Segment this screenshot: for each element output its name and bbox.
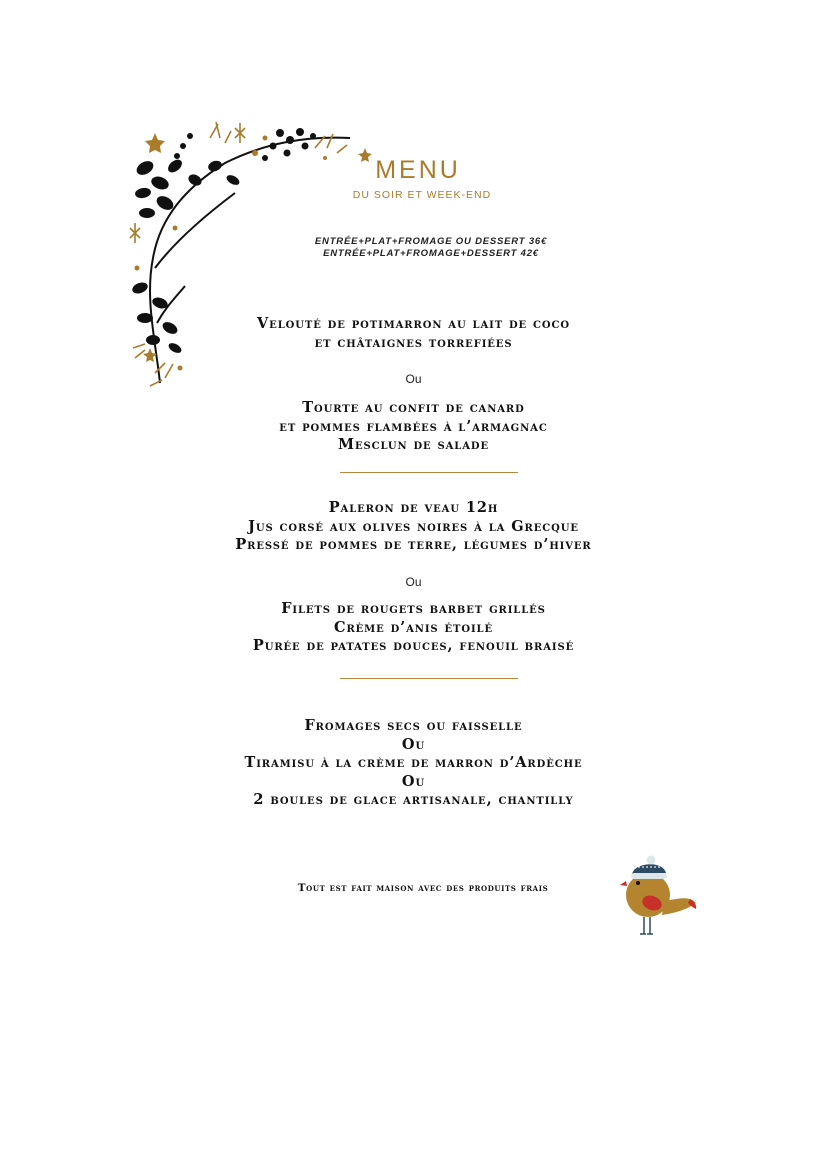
dessert-line-1: Fromages secs ou faisselle	[304, 717, 523, 734]
entree-or: Ou	[405, 372, 422, 386]
entree-2-line-2: et pommes flambées à l’armagnac	[279, 417, 548, 435]
price-list	[281, 236, 581, 260]
entree-2-line-1: Tourte au confit de canard	[302, 399, 525, 416]
plat-2-line-3: Purée de patates douces, fenouil braisé	[252, 637, 575, 654]
plat-2-line-2: Crème d’anis étoilé	[334, 618, 493, 636]
entree-1-line-1: Velouté de potimarron au lait de coco	[257, 315, 570, 332]
footer-note: Tout est fait maison avec des produits frais	[297, 882, 549, 894]
plat-1-line-3: Pressé de pommes de terre, légumes d’hiver	[235, 536, 592, 553]
dessert-line-3: Tiramisu à la crème de marron d’Ardèche	[244, 754, 583, 771]
entree-2-line-3: Mesclun de salade	[338, 436, 489, 453]
menu-title: MENU	[375, 156, 461, 184]
plat-1-line-1: Paleron de veau 12h	[328, 499, 499, 516]
price-line-42: ENTRÉE+PLAT+FROMAGE+DESSERT 42€	[323, 248, 539, 259]
plat-2-line-1: Filets de rougets barbet grillés	[281, 600, 546, 617]
section-divider-1	[340, 472, 518, 473]
dessert-list	[0, 717, 827, 810]
robin-bird-icon	[620, 853, 700, 937]
price-line-36: ENTRÉE+PLAT+FROMAGE OU DESSERT 36€	[314, 236, 548, 247]
entree-1-line-2: et châtaignes torrefiées	[314, 333, 513, 351]
plat-1	[0, 499, 827, 555]
dessert-line-5: 2 boules de glace artisanale, chantilly	[253, 791, 574, 808]
entree-2	[0, 399, 827, 455]
plat-1-line-2: Jus corsé aux olives noires à la Grecque	[248, 517, 579, 535]
section-divider-2	[340, 678, 518, 679]
entree-1	[0, 315, 827, 352]
dessert-line-4: Ou	[401, 772, 426, 790]
menu-subtitle: DU SOIR ET WEEK-END	[352, 189, 492, 201]
plat-or: Ou	[405, 575, 422, 589]
dessert-line-2: Ou	[401, 735, 426, 753]
plat-2	[0, 600, 827, 656]
